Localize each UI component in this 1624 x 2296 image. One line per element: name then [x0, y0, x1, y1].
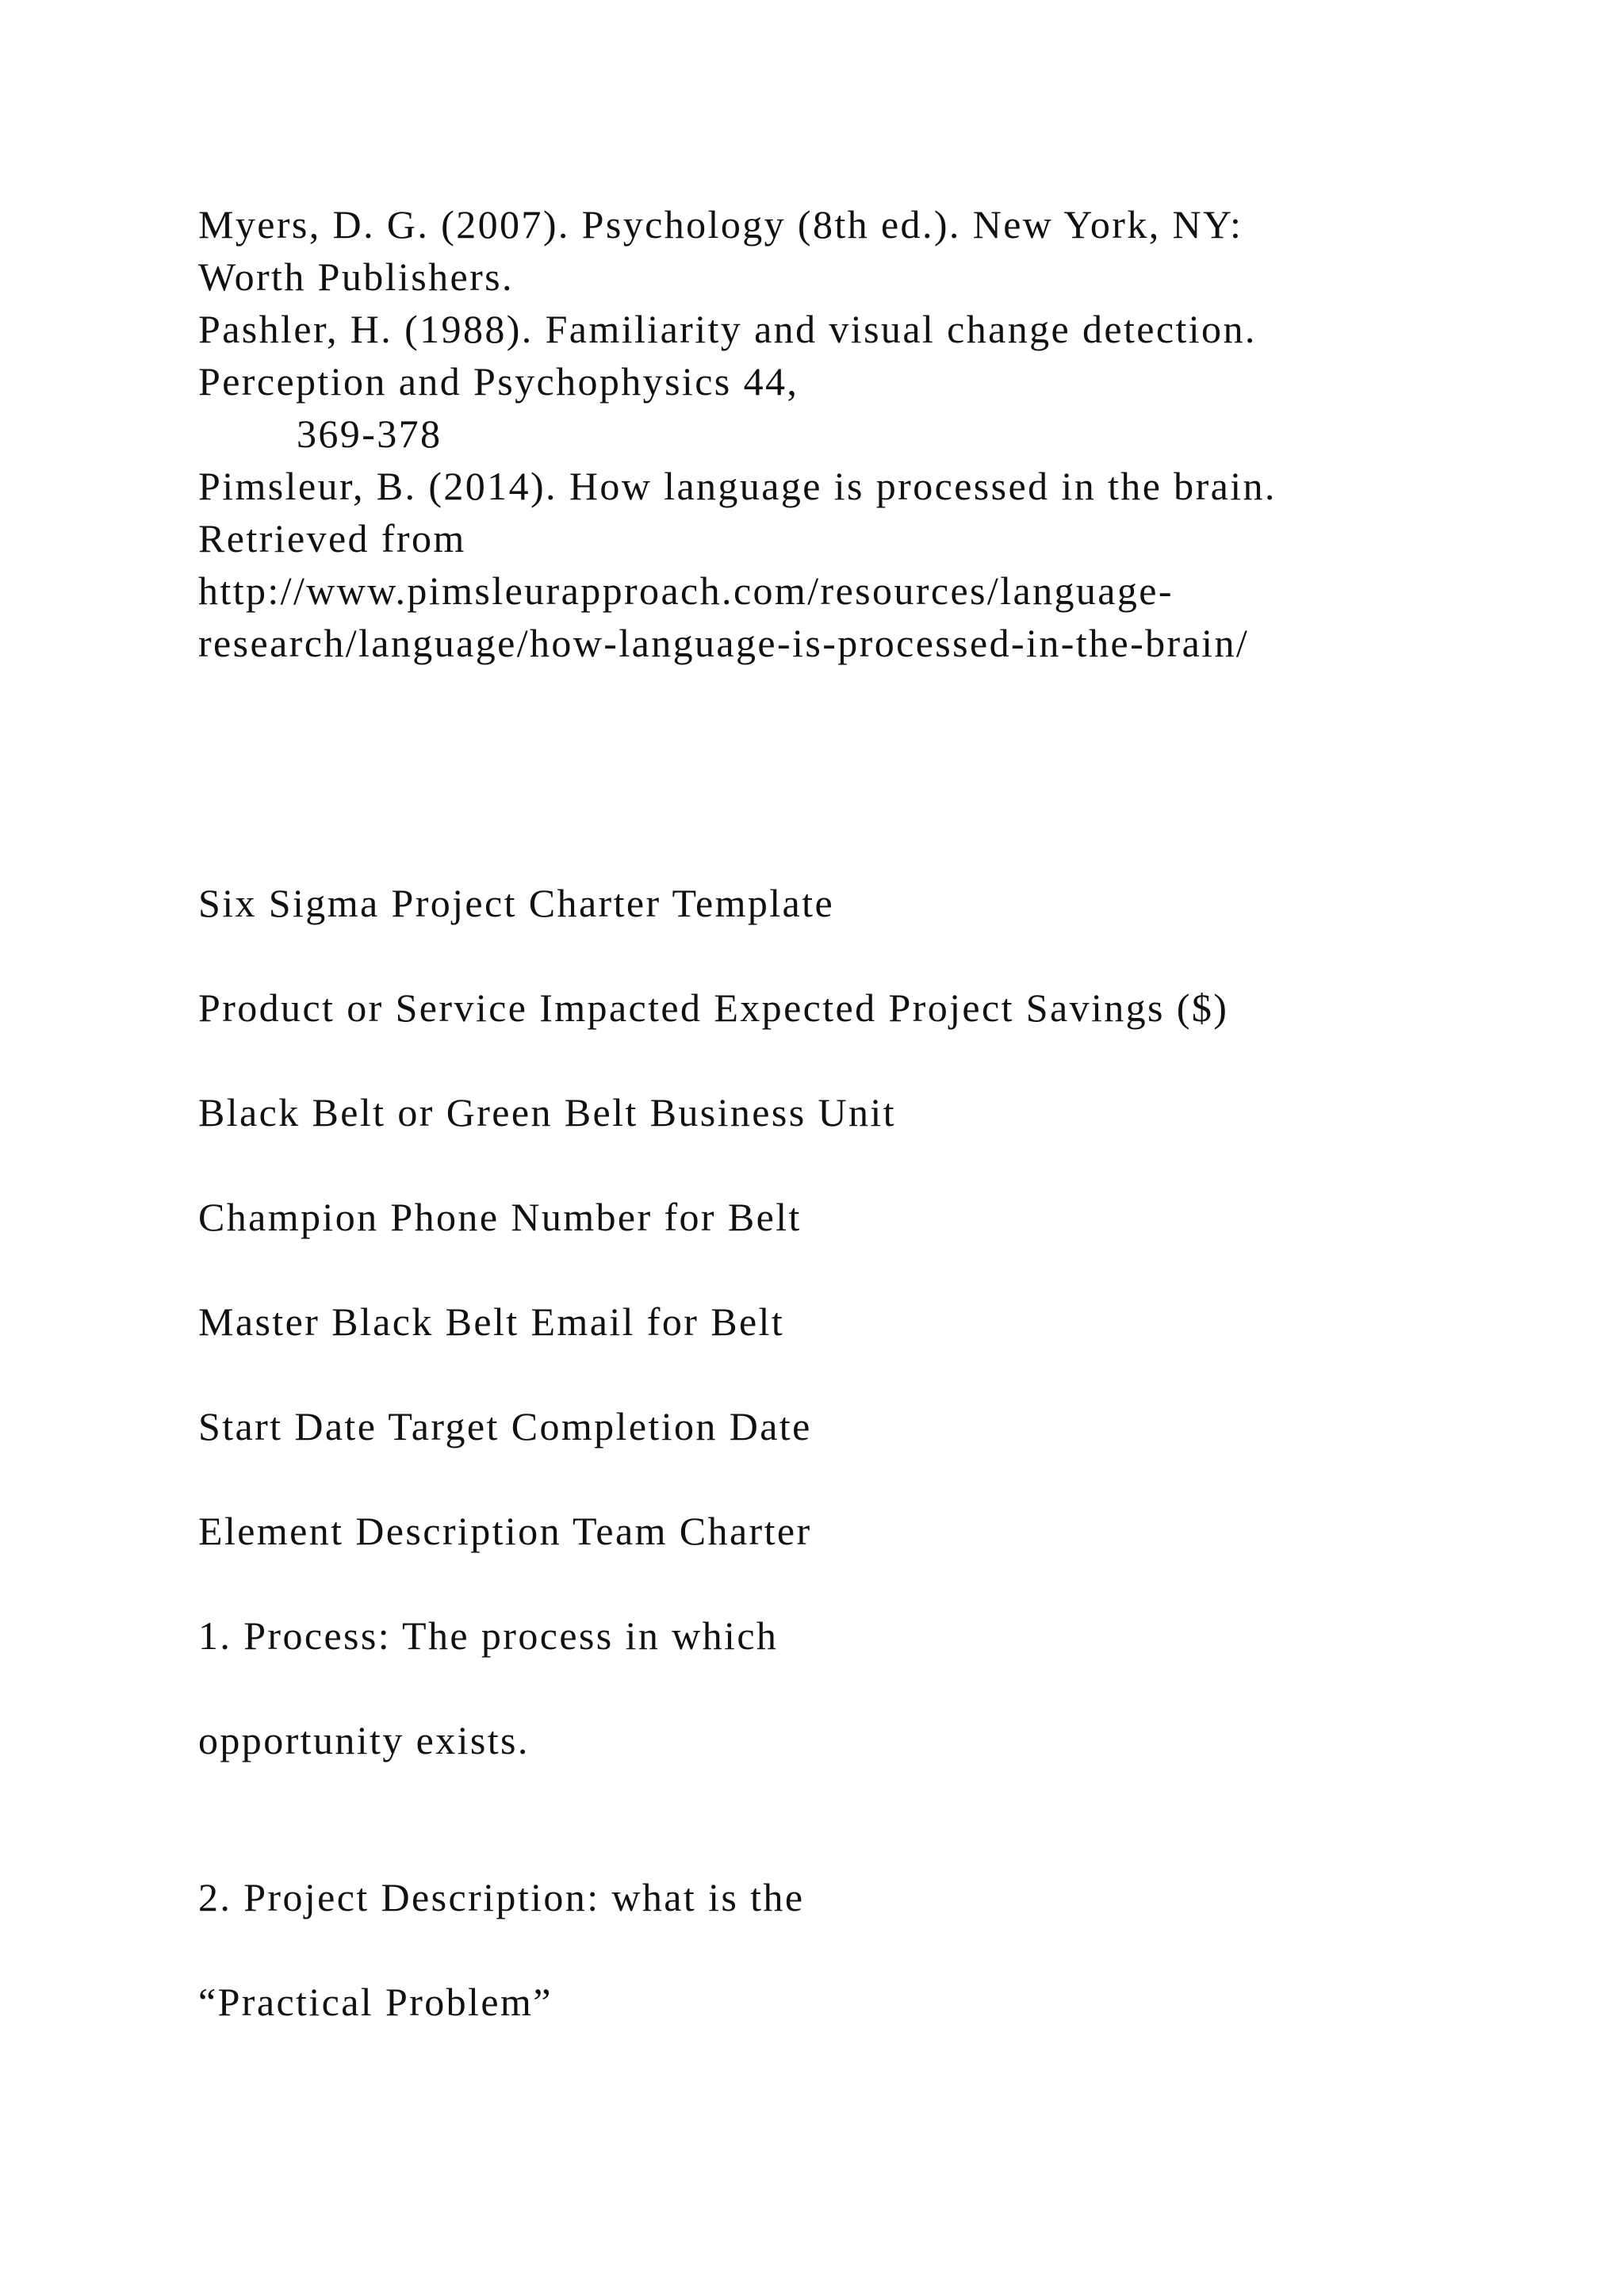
reference-line: Perception and Psychophysics 44,: [198, 359, 799, 404]
charter-row: Black Belt or Green Belt Business Unit: [198, 1090, 896, 1135]
description-label: 2. Project Description: what is the: [198, 1875, 805, 1919]
charter-row: Product or Service Impacted Expected Project Savings ($): [198, 985, 1229, 1030]
reference-url: http://www.pimsleurapproach.com/resources/language-: [198, 568, 1174, 613]
charter-title: Six Sigma Project Charter Template: [198, 881, 835, 925]
reference-url: research/language/how-language-is-processed-in-the-brain/: [198, 621, 1250, 665]
reference-line: Worth Publishers.: [198, 254, 514, 299]
reference-line: Myers, D. G. (2007). Psychology (8th ed.). New York, NY:: [198, 202, 1243, 247]
process-label: 1. Process: The process in which: [198, 1613, 779, 1658]
charter-row: Champion Phone Number for Belt: [198, 1195, 802, 1239]
charter-row: Element Description Team Charter: [198, 1509, 812, 1553]
reference-line: Pashler, H. (1988). Familiarity and visual change detection.: [198, 307, 1257, 351]
description-continuation: “Practical Problem”: [198, 1980, 553, 2024]
charter-row: Start Date Target Completion Date: [198, 1404, 812, 1448]
charter-row: Master Black Belt Email for Belt: [198, 1299, 785, 1344]
process-continuation: opportunity exists.: [198, 1718, 530, 1762]
reference-line: Pimsleur, B. (2014). How language is processed in the brain.: [198, 464, 1277, 508]
reference-pages: 369-378: [297, 411, 442, 456]
reference-line: Retrieved from: [198, 516, 466, 561]
